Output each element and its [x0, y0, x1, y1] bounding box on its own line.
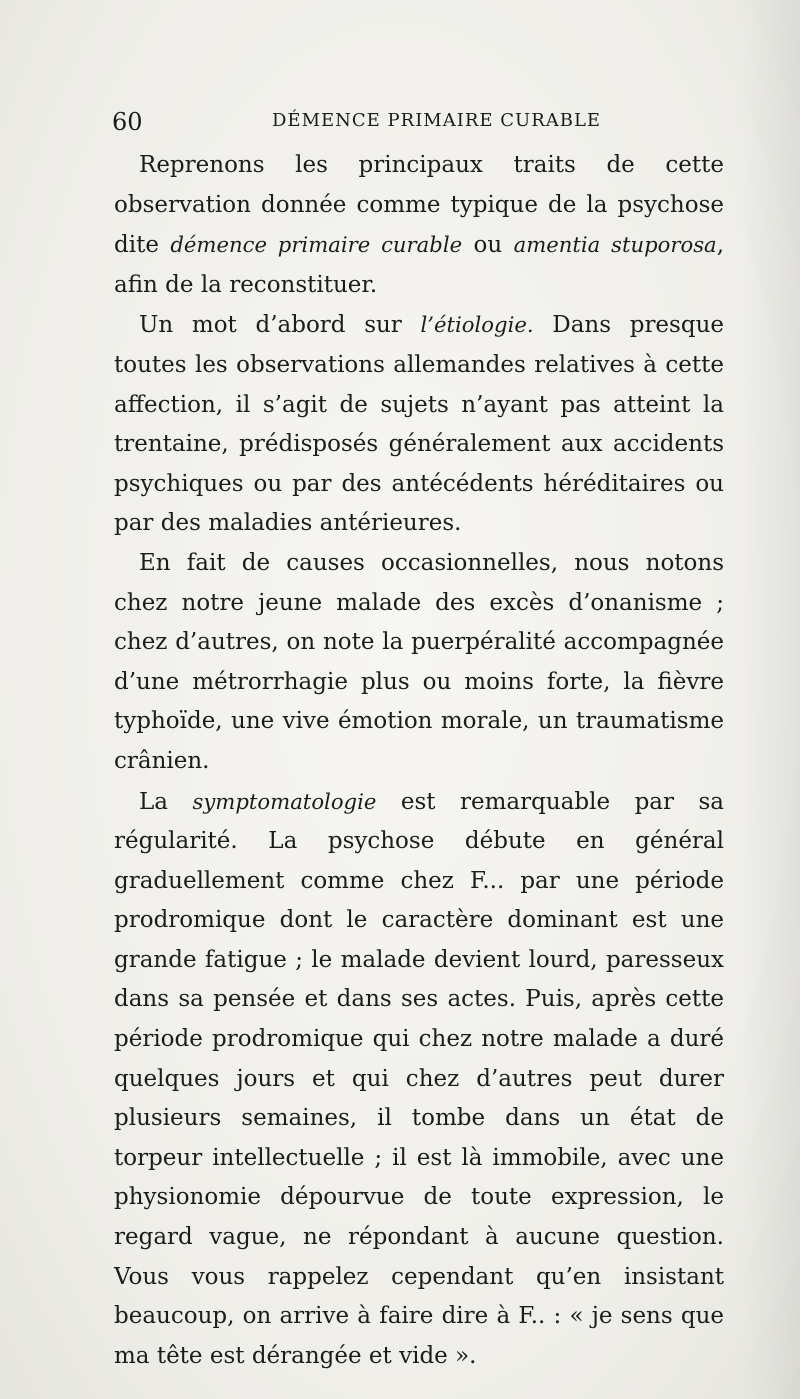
- paragraph-1: [114, 146, 724, 305]
- running-title: DÉMENCE PRIMAIRE CURABLE: [272, 110, 602, 131]
- paragraph-2-text-a: Un mot d’abord sur: [139, 312, 421, 339]
- paragraph-1-text-a: Reprenons les principaux traits de cette observation donnée comme typique de la psychose dite: [114, 152, 724, 259]
- paragraph-3: [114, 544, 724, 782]
- paragraph-2: [114, 305, 724, 544]
- paragraph-4-text-a: La: [139, 788, 193, 815]
- paragraph-3-text: En fait de causes occasionnelles, nous notons chez notre jeune malade des excès d’onanisme ; chez d’autres, on note la puerpéralité accompagnée d’une métrorrhagie plus ou moins forte, la fièvre typhoïde, une vive émotion morale, un traumatisme crânien.: [114, 549, 724, 774]
- page-header: [112, 104, 722, 144]
- paragraph-1-text-c: , afin de la reconstituer.: [114, 232, 724, 298]
- paragraph-2-text-b: Dans presque toutes les observations allemandes relatives à cette affection, il s’agit de sujets n’ayant pas atteint la trentaine, prédisposés généralement aux accidents psychiques ou par des antécédents héréditaires ou par des maladies antérieures.: [114, 312, 724, 537]
- page-number: 60: [112, 108, 143, 136]
- paragraph-1-text-b: ou: [462, 232, 514, 259]
- paragraph-4: [114, 782, 724, 1377]
- page-edge-shadow: [740, 0, 800, 1399]
- paragraph-4-italic-symptomatologie: symptomatologie: [192, 788, 377, 814]
- paragraph-1-italic-amentia: amentia stuporosa: [513, 232, 717, 258]
- paragraph-2-italic-etiologie: l’étiologie.: [420, 312, 534, 338]
- paragraph-1-italic-demence: démence primaire curable: [170, 232, 463, 258]
- paragraph-4-text-b: est remarquable par sa régularité. La psychose débute en général graduellement comme chez F... par une période prodromique dont le caractère dominant est une grande fatigue ; le malade devient lourd, paresseux dans sa pensée et dans ses actes. Puis, après cette période prodromique qui chez notre malade a duré quelques jours et qui chez d’autres peut durer plusieurs semaines, il tombe dans un état de torpeur intellectuelle ; il est là immobile, avec une physionomie dépourvue de toute expression, le regard vague, ne répondant à aucune question. Vous vous rappelez cependant qu’en insistant beaucoup, on arrive à faire dire à F.. : « je sens que ma tête est dérangée et vide ».: [114, 788, 724, 1369]
- body-text: [114, 146, 724, 1376]
